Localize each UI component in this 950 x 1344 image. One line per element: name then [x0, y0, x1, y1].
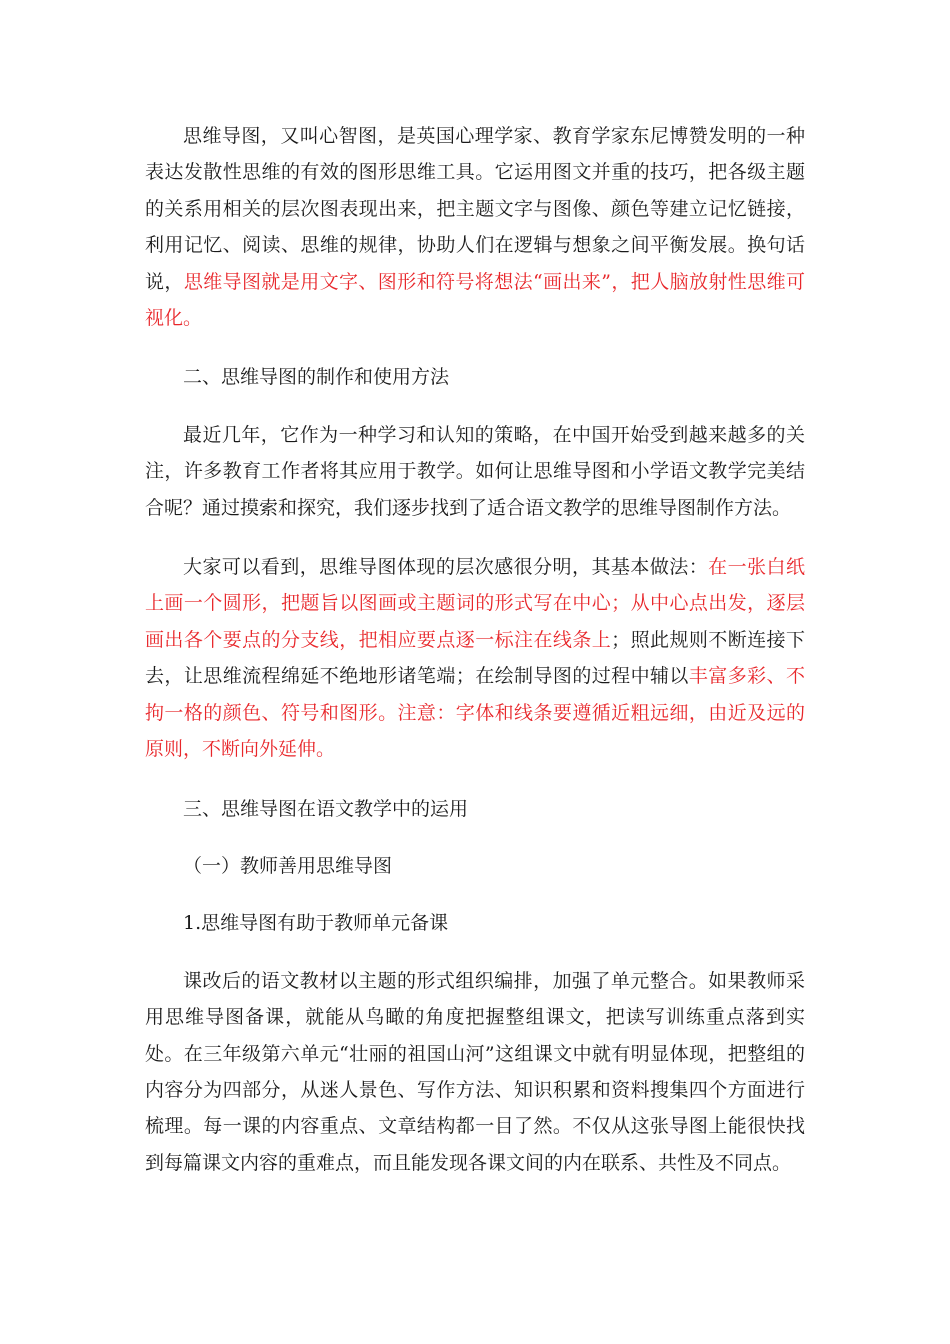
section-heading-3: 三、思维导图在语文教学中的运用 — [183, 797, 469, 820]
intro-text: 思维导图，又叫心智图，是英国心理学家、教育学家东尼博赞发明的一种表达发散性思维的有效的图形思维工具。它运用图文并重的技巧，把各级主题的关系用相关的层次图表现出来，把主题文字与图像、颜色等建立记忆链接，利用记忆、阅读、思维的规律，协助人们在逻辑与想象之间平衡发展。换句话说， — [145, 125, 805, 293]
section-heading-2: 二、思维导图的制作和使用方法 — [183, 366, 450, 389]
technique-highlight-1: 在一张白纸上画一个圆形，把题旨以图画或主题词的形式写在中心；从中心点出发，逐层画出各个要点的分支线，把相应要点逐一标注在线条上 — [145, 556, 805, 651]
subsection-heading-1: （一）教师善用思维导图 — [183, 854, 393, 877]
document-body — [145, 118, 805, 1181]
technique-text-1: 大家可以看到，思维导图体现的层次感很分明，其基本做法： — [183, 556, 709, 579]
technique-text-2: ；照此规则不断连接下去，让思维流程绵延不绝地形诸笔端；在绘制导图的过程中辅以 — [145, 628, 805, 688]
technique-highlight-2: 丰富多彩、不拘一格的颜色、符号和图形。注意：字体和线条要遵循近粗远细，由近及远的原则，不断向外延伸。 — [145, 665, 805, 761]
lesson-prep-paragraph: 课改后的语文教材以主题的形式组织编排，加强了单元整合。如果教师采用思维导图备课，就能从鸟瞰的角度把握整组课文，把读写训练重点落到实处。在三年级第六单元“壮丽的祖国山河”这组课文中就有明显体现，把整组的内容分为四部分，从迷人景色、写作方法、知识积累和资料搜集四个方面进行梳理。每一课的内容重点、文章结构都一目了然。不仅从这张导图上能很快找到每篇课文内容的重难点，而且能发现各课文间的内在联系、共性及不同点。 — [145, 969, 805, 1174]
intro-highlight: 思维导图就是用文字、图形和符号将想法“画出来”，把人脑放射性思维可视化。 — [145, 270, 805, 330]
intro-paragraph — [145, 118, 805, 336]
subsubsection-heading-1: 1.思维导图有助于教师单元备课 — [183, 912, 449, 935]
technique-paragraph — [145, 549, 805, 767]
method-paragraph: 最近几年，它作为一种学习和认知的策略，在中国开始受到越来越多的关注，许多教育工作者将其应用于教学。如何让思维导图和小学语文教学完美结合呢？通过摸索和探究，我们逐步找到了适合语文教学的思维导图制作方法。 — [145, 423, 805, 519]
